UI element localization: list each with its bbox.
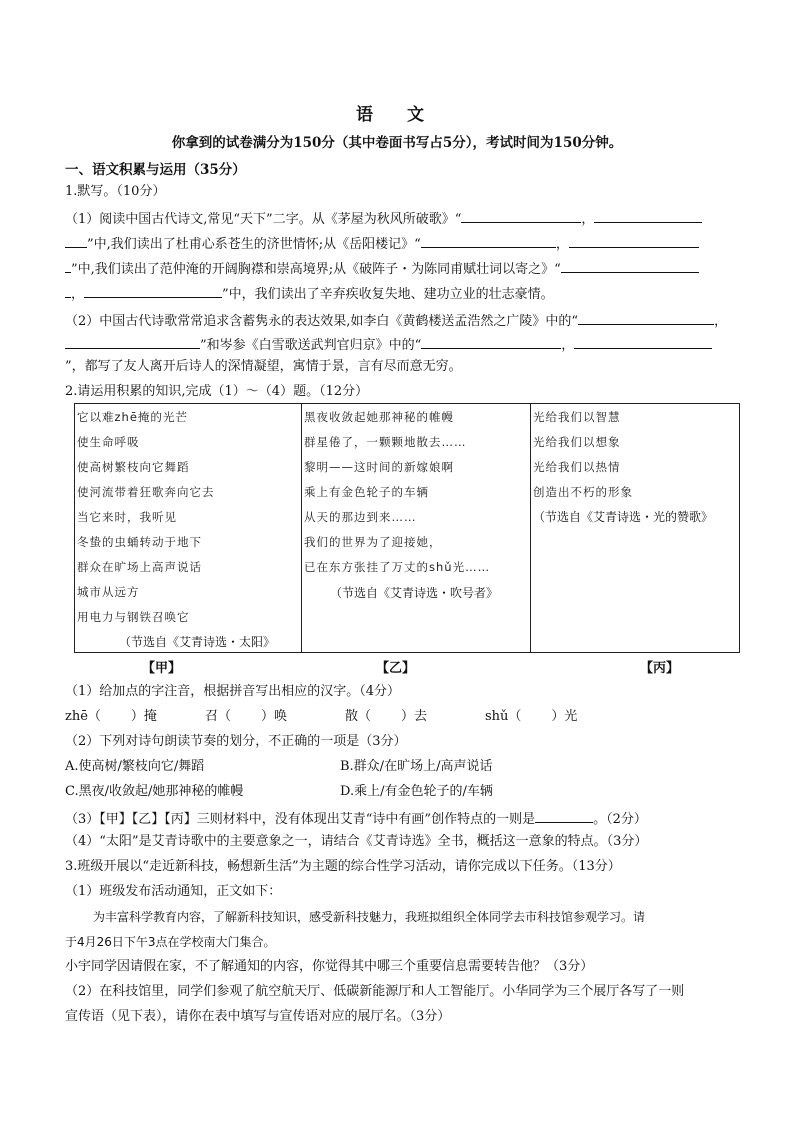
q3-sub1: （1）班级发布活动通知，正文如下： [65,884,282,899]
pinyin-item: shǔ（ ）光 [485,709,578,724]
poem-table [74,403,740,653]
notice-line-2: 于4月26日下午3点在学校南大门集合。 [65,935,276,949]
poem-bing-cell [531,404,741,652]
poem-line: 创造出不朽的形象 [533,485,633,499]
q1-part2-line2: ”和岑参《白雪歌送武判官归京》中的“ ， [65,334,745,355]
answer-blank[interactable] [535,808,593,823]
poem-line: 光给我们以热情 [533,460,621,474]
answer-blank[interactable] [561,258,699,273]
q2-sub1: （1）给加点的字注音，根据拼音写出相应的汉字。（4分） [65,684,401,699]
q3-sub2-line1: （2）在科技馆里，同学们参观了航空航天厅、低碳新能源厅和人工智能厅。小华同学为三个展厅各写了一则 [65,984,685,999]
poem-line: 使高树繁枝向它舞蹈 [77,460,190,474]
answer-blank[interactable] [65,233,87,248]
answer-blank[interactable] [461,208,581,223]
poem-line: 冬蛰的虫蛹转动于地下 [77,535,202,549]
poem-line: 黑夜收敛起她那神秘的帷幔 [304,410,454,424]
pinyin-item: 散（ ）去 [345,709,428,724]
exam-instructions: 你拿到的试卷满分为150分（其中卷面书写占5分），考试时间为150分钟。 [171,135,623,151]
q1-part1-line3: ”中,我们读出了范仲淹的开阔胸襟和崇高境界;从《破阵子・为陈同甫赋壮词以寄之》“ [65,258,745,279]
section-heading: 一、语文积累与运用（35分） [65,162,246,178]
pinyin-item: 召（ ）唤 [205,709,288,724]
poem-line: 群众在旷场上高声说话 [77,560,202,574]
poem-line: 当它来时，我听见 [77,510,177,524]
q2-sub3: （3）【甲】【乙】【丙】三则材料中，没有体现出艾青“诗中有画”创作特点的一则是 。（2分） [65,808,745,829]
q1-heading: 1.默写。（10分） [65,184,166,199]
answer-blank[interactable] [594,208,702,223]
answer-blank[interactable] [84,283,222,298]
answer-blank[interactable] [421,233,556,248]
option-a[interactable]: A.使高树/繁枝向它/舞蹈 [65,759,205,774]
answer-blank[interactable] [574,334,712,349]
poem-source: （节选自《艾青诗选・吹号者》 [330,586,499,600]
q3-heading: 3.班级开展以“走近新科技，畅想新生活”为主题的综合性学习活动，请你完成以下任务。（13分） [65,859,621,874]
page-title: 语 文 [356,105,438,125]
label-bing: 【丙】 [640,661,680,676]
label-jia: 【甲】 [142,661,182,676]
q1-part2-line1: （2）中国古代诗歌常常追求含蓄隽永的表达效果,如李白《黄鹤楼送孟浩然之广陵》中的“ ， [65,310,745,331]
answer-blank[interactable] [569,233,699,248]
q2-sub2: （2）下列对诗句朗读节奏的划分，不正确的一项是（3分） [65,734,407,749]
poem-line: 使河流带着狂歌奔向它去 [77,485,215,499]
poem-line: 已在东方张挂了万丈的shǔ光…… [304,560,491,574]
label-yi: 【乙】 [376,661,416,676]
q1-part1-line4: ， ”中，我们读出了辛弃疾收复失地、建功立业的壮志豪情。 [65,283,745,304]
pinyin-item: zhē（ ）掩 [65,709,157,724]
poem-line: 从天的那边到来…… [304,510,417,524]
poem-jia-cell [75,404,302,652]
notice-line-1: 为丰富科学教育内容，了解新科技知识，感受新科技魅力，我班拟组织全体同学去市科技馆参观学习。请 [93,910,646,924]
q2-sub4: （4）“太阳”是艾青诗歌中的主要意象之一，请结合《艾青诗选》全书，概括这一意象的特点。（3分） [65,834,648,849]
poem-line: 光给我们以智慧 [533,410,621,424]
q1-part1-line2: ”中,我们读出了杜甫心系苍生的济世情怀;从《岳阳楼记》“ ， [65,233,745,254]
poem-line: 城市从远方 [77,585,140,599]
answer-blank[interactable] [65,334,200,349]
poem-line: 群星倦了，一颗颗地散去…… [304,435,467,449]
poem-line: 我们的世界为了迎接她， [304,535,442,549]
q1-part2-line3: ”，都写了友人离开后诗人的深情凝望，寓情于景，言有尽而意无穷。 [65,359,462,374]
option-d[interactable]: D.乘上/有金色轮子的/车辆 [340,784,493,799]
option-b[interactable]: B.群众/在旷场上/高声说话 [340,759,493,774]
poem-source: （节选自《艾青诗选・光的赞歌》 [533,510,714,524]
poem-line: 光给我们以想象 [533,435,621,449]
poem-yi-cell [302,404,531,652]
answer-blank[interactable] [421,334,561,349]
q2-heading: 2.请运用积累的知识,完成（1）～（4）题。（12分） [65,384,369,399]
option-c[interactable]: C.黑夜/收敛起/她那神秘的帷幔 [65,784,244,799]
poem-source: （节选自《艾青诗选・太阳》 [119,635,276,649]
q3-sub2-line2: 宣传语（见下表），请你在表中填写与宣传语对应的展厅名。（3分） [65,1009,451,1024]
q1-part1-line1: （1）阅读中国古代诗文,常见“天下”二字。从《茅屋为秋风所破歌》“ ， [65,208,745,229]
poem-line: 用电力与钢铁召唤它 [77,610,190,624]
poem-line: 它以难zhē掩的光芒 [77,410,188,424]
q3-question-1: 小宇同学因请假在家，不了解通知的内容，你觉得其中哪三个重要信息需要转告他？（3分） [65,959,594,974]
poem-line: 使生命呼吸 [77,435,140,449]
poem-line: 乘上有金色轮子的车辆 [304,485,429,499]
answer-blank[interactable] [578,310,714,325]
poem-line: 黎明——这时间的新嫁娘啊 [304,460,454,474]
